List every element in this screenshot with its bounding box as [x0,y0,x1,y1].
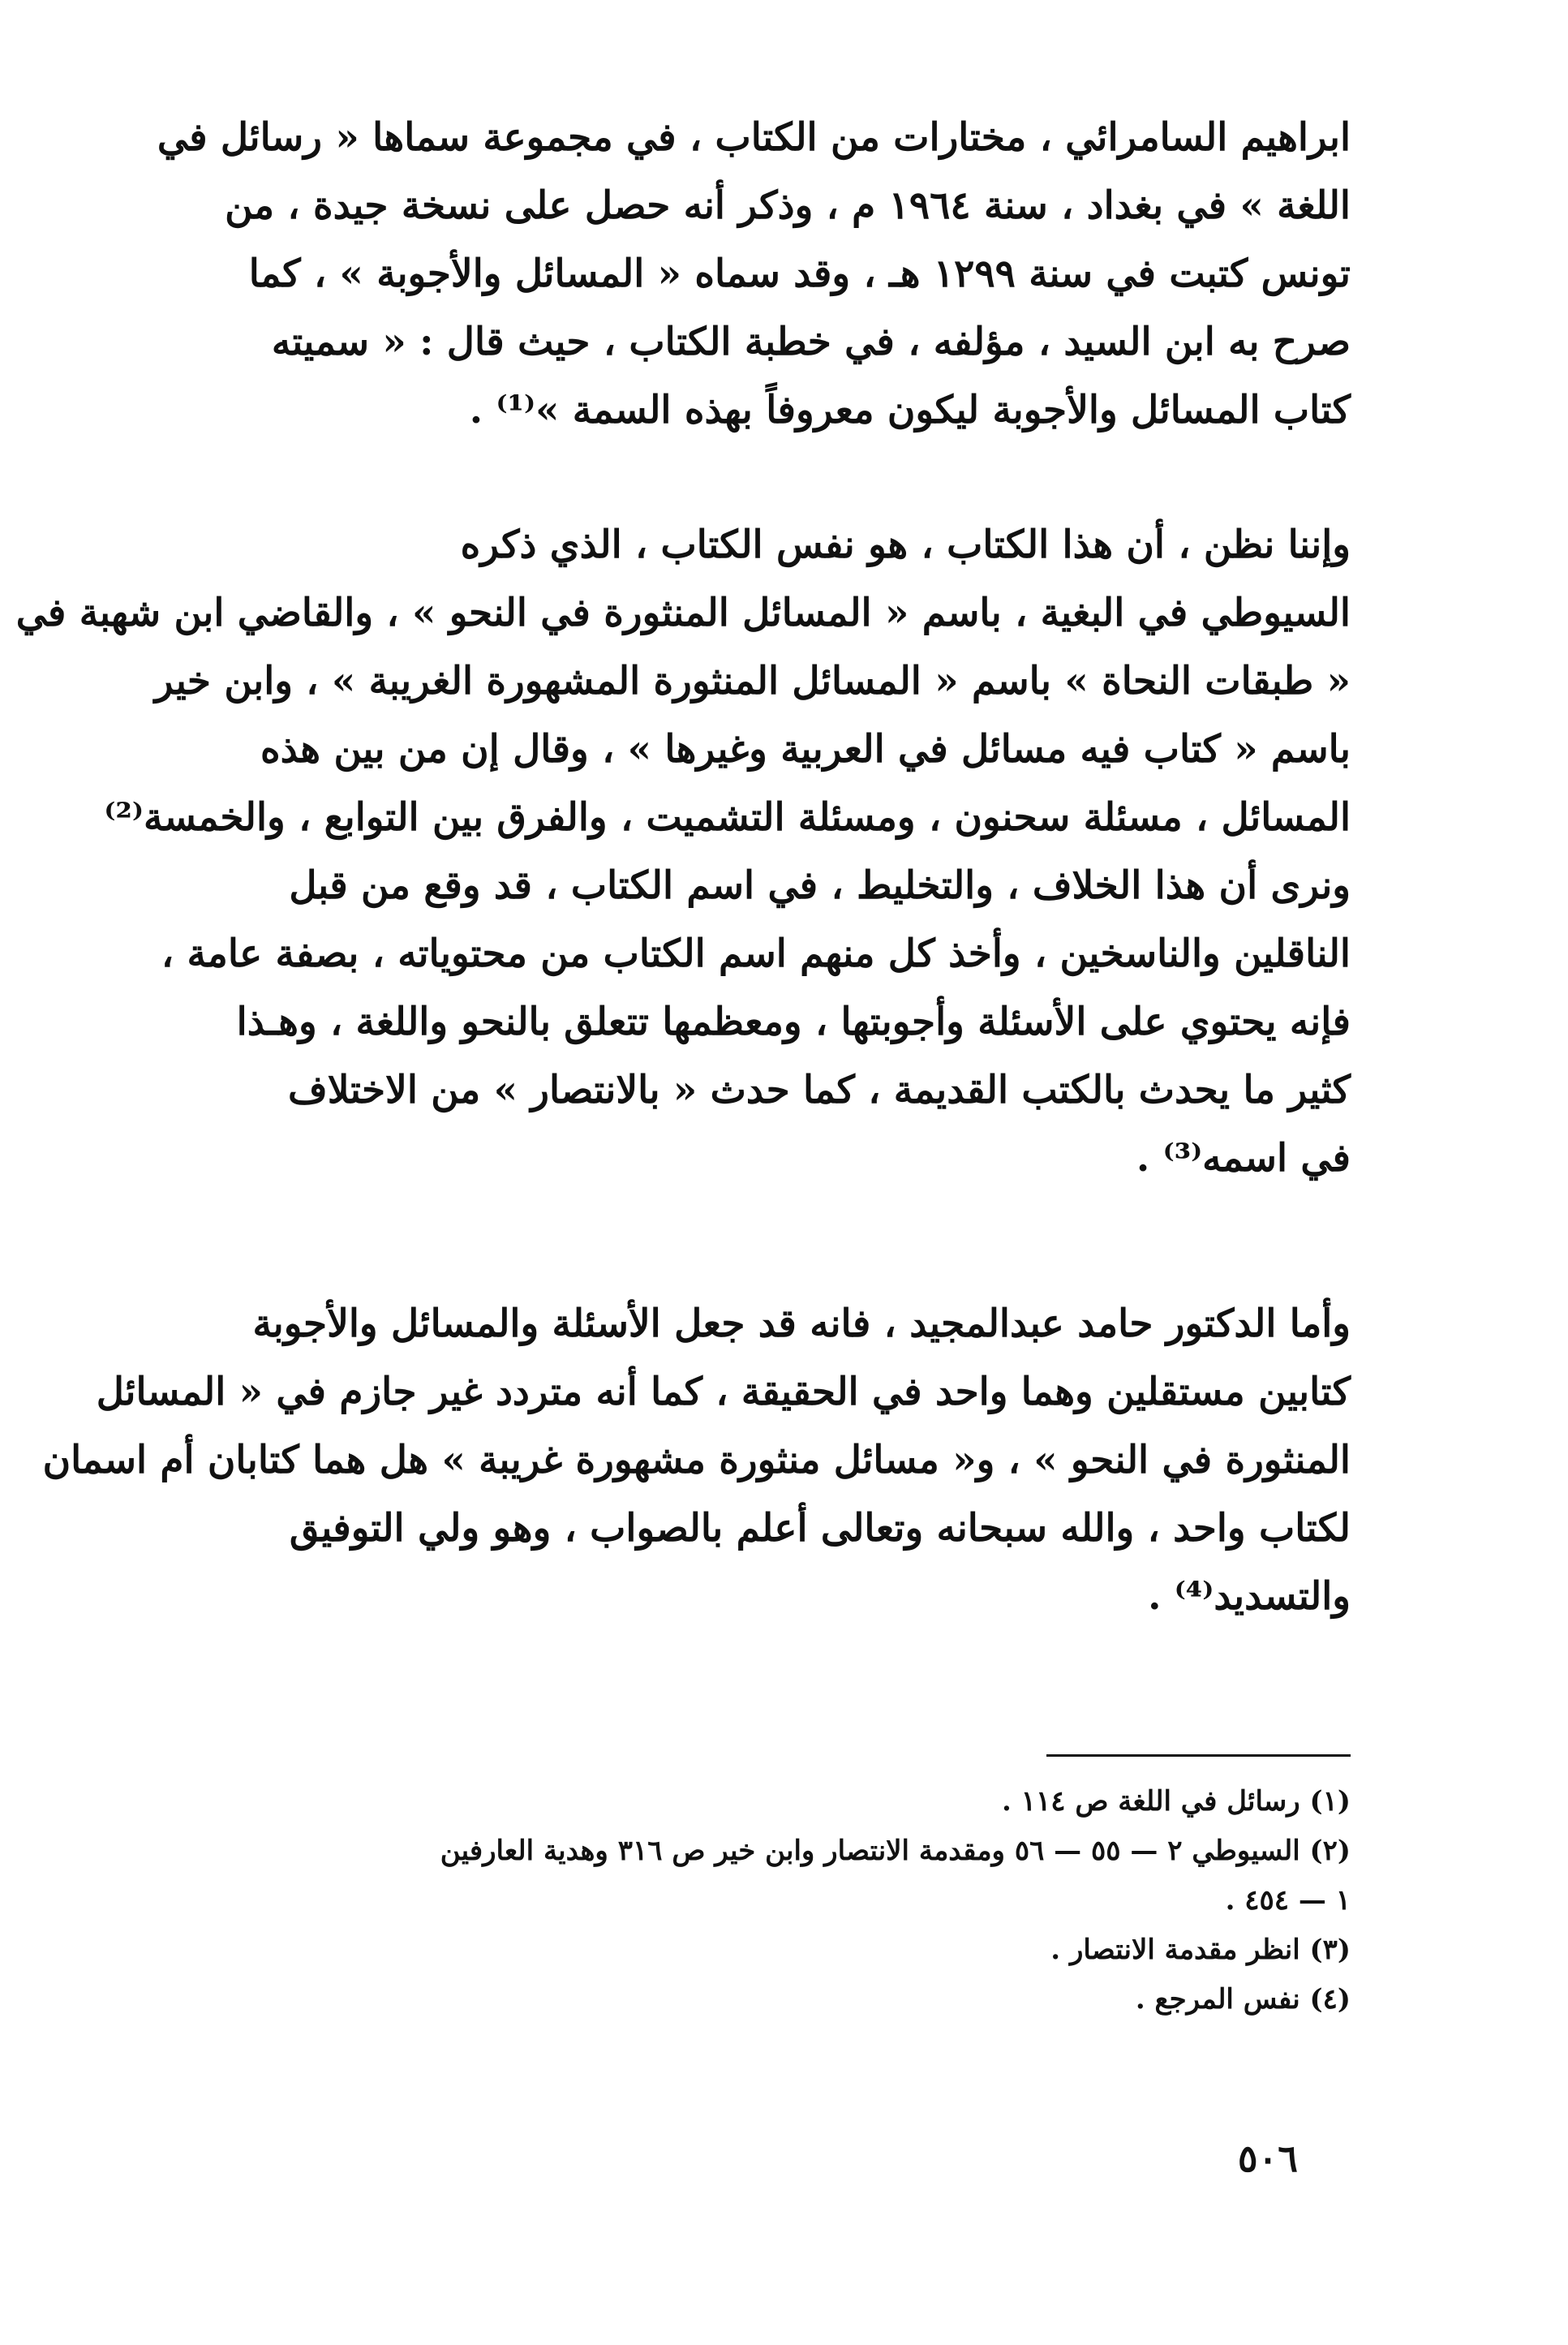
paragraph-line: لكتاب واحد ، والله سبحانه وتعالى أعلم بالصواب ، وهو ولي التوفيق [289,1506,1351,1551]
paragraph-line: صرح به ابن السيد ، مؤلفه ، في خطبة الكتاب ، حيث قال : « سميته [271,320,1351,364]
paragraph-line: فإنه يحتوي على الأسئلة وأجوبتها ، ومعظمها تتعلق بالنحو واللغة ، وهـذا [236,1000,1351,1044]
footnote-line: (١) رسائل في اللغة ص ١١٤ . [1002,1785,1351,1818]
paragraph-line: اللغة » في بغداد ، سنة ١٩٦٤ م ، وذكر أنه حصل على نسخة جيدة ، من [225,183,1351,228]
paragraph-line: المسائل ، مسئلة سحنون ، ومسئلة التشميت ، والفرق بين التوابع ، والخمسة⁽²⁾ [104,795,1351,840]
paragraph-line: الناقلين والناسخين ، وأخذ كل منهم اسم الكتاب من محتوياته ، بصفة عامة ، [161,932,1351,976]
paragraph-line: كتابين مستقلين وهما واحد في الحقيقة ، كما أنه متردد غير جازم في « المسائل [96,1370,1351,1414]
footnote-line: ١ — ٤٥٤ . [1225,1884,1351,1917]
footnote-line: (٤) نفس المرجع . [1135,1983,1351,2016]
paragraph-line: كثير ما يحدث بالكتب القديمة ، كما حدث « بالانتصار » من الاختلاف [288,1068,1351,1112]
footnote-line: (٢) السيوطي ٢ — ٥٥ — ٥٦ ومقدمة الانتصار وابن خير ص ٣١٦ وهدية العارفين [440,1835,1351,1867]
page-number: ٥٠٦ [1237,2136,1298,2180]
paragraph-line: والتسديد⁽⁴⁾ . [1148,1574,1351,1619]
paragraph-line: وأما الدكتور حامد عبدالمجيد ، فانه قد جعل الأسئلة والمسائل والأجوبة [252,1302,1351,1346]
paragraph-line: ابراهيم السامرائي ، مختارات من الكتاب ، في مجموعة سماها « رسائل في [157,115,1351,160]
paragraph-1 [157,104,1351,445]
paragraph-3 [42,1290,1351,1631]
paragraph-line: ونرى أن هذا الخلاف ، والتخليط ، في اسم الكتاب ، قد وقع من قبل [289,863,1351,908]
paragraph-line: « طبقات النحاة » باسم « المسائل المنثورة المشهورة الغريبة » ، وابن خير [154,659,1351,704]
footnotes [231,1777,1351,2024]
paragraph-line: تونس كتبت في سنة ١٢٩٩ هـ ، وقد سماه « المسائل والأجوبة » ، كما [248,252,1351,296]
paragraph-2 [15,511,1351,1193]
paragraph-line: السيوطي في البغية ، باسم « المسائل المنثورة في النحو » ، والقاضي ابن شهبة في [15,591,1351,635]
paragraph-line: باسم « كتاب فيه مسائل في العربية وغيرها » ، وقال إن من بين هذه [260,727,1351,772]
paragraph-line: وإننا نظن ، أن هذا الكتاب ، هو نفس الكتاب ، الذي ذكره [460,523,1351,567]
footnote-divider [1046,1754,1351,1757]
footnote-line: (٣) انظر مقدمة الانتصار . [1050,1934,1351,1966]
paragraph-line: المنثورة في النحو » ، و« مسائل منثورة مشهورة غريبة » هل هما كتابان أم اسمان [42,1438,1351,1482]
paragraph-line: كتاب المسائل والأجوبة ليكون معروفاً بهذه السمة »⁽¹⁾ . [469,388,1351,432]
paragraph-line: في اسمه⁽³⁾ . [1136,1136,1351,1181]
